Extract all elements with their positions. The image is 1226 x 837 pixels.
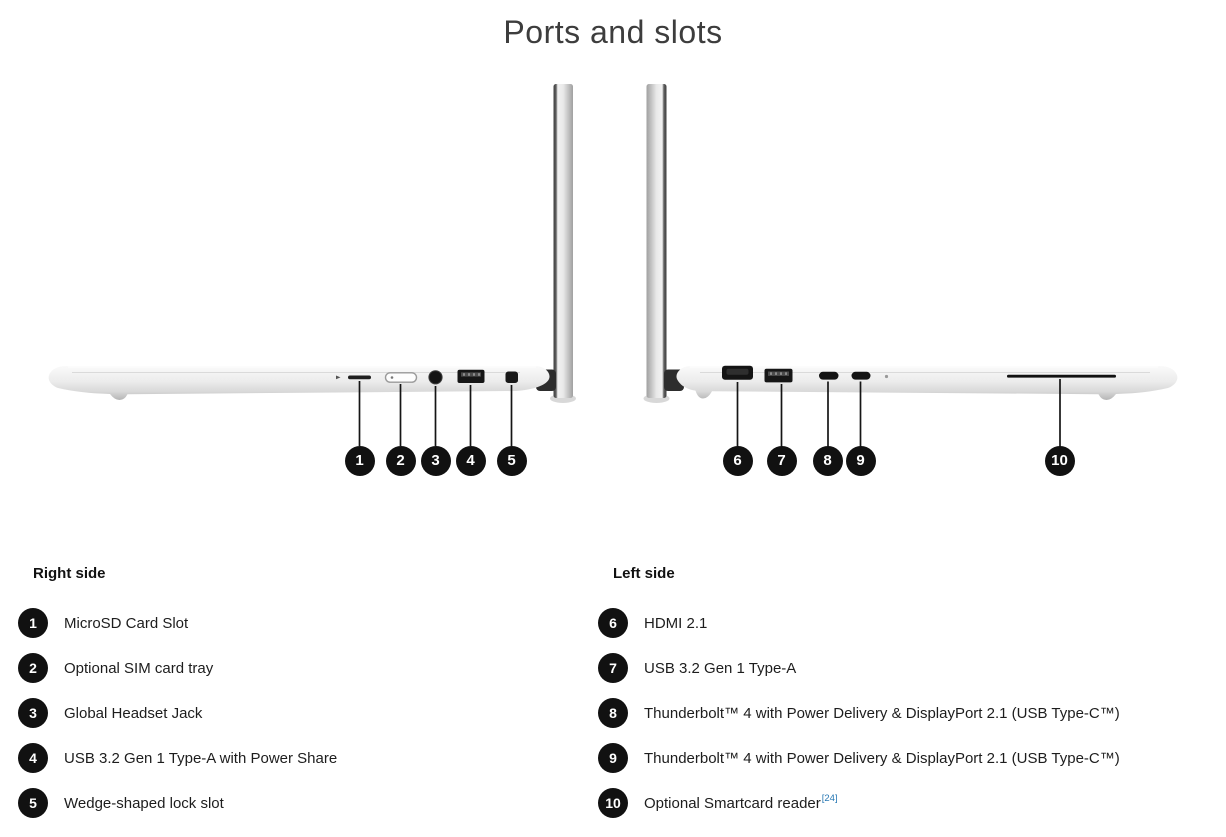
laptop-right-side-view [49,84,576,446]
list-item [18,788,578,818]
list-item [598,788,1208,818]
list-item [598,743,1208,773]
headset-jack-graphic [429,371,442,384]
callout-number-badge: 2 [18,653,48,683]
list-item [598,653,1208,683]
port-label: Optional SIM card tray [64,659,214,677]
port-label: Global Headset Jack [64,704,203,722]
callout-5: 5 [497,446,527,476]
callout-1: 1 [345,446,375,476]
usb-c-port-graphic [852,372,871,380]
battery-status-led [885,375,888,378]
port-label: HDMI 2.1 [644,614,708,632]
callout-number-badge: 10 [598,788,628,818]
port-label: USB 3.2 Gen 1 Type-A [644,659,797,677]
callout-9: 9 [846,446,876,476]
list-item [598,698,1208,728]
microsd-slot-graphic [348,376,371,380]
callout-number-badge: 4 [18,743,48,773]
port-label: Thunderbolt™ 4 with Power Delivery & DisplayPort 2.1 (USB Type-C™) [644,749,1120,767]
sim-tray-pinhole [391,376,394,379]
callout-6: 6 [723,446,753,476]
page-title: Ports and slots [503,14,723,50]
callout-number-badge: 3 [18,698,48,728]
port-label: MicroSD Card Slot [64,614,189,632]
legend-heading-right: Right side [33,565,106,582]
footnote-link[interactable]: [24] [821,793,838,804]
port-label: USB 3.2 Gen 1 Type-A with Power Share [64,749,338,767]
usb-c-port-graphic [819,372,839,380]
callout-number-badge: 1 [18,608,48,638]
callout-number-badge: 8 [598,698,628,728]
list-item [18,743,578,773]
sim-tray-graphic [386,373,417,382]
lock-slot-graphic [506,372,519,384]
usb-a-port-graphic [765,369,793,383]
callout-number-badge: 5 [18,788,48,818]
callout-number-badge: 7 [598,653,628,683]
callout-8: 8 [813,446,843,476]
callout-10: 10 [1045,446,1075,476]
callout-number-badge: 6 [598,608,628,638]
list-item [18,608,578,638]
laptop-left-side-view [644,84,1178,447]
legend-heading-left: Left side [613,565,675,582]
usb-a-port-graphic [458,370,485,383]
list-item [18,698,578,728]
callout-3: 3 [421,446,451,476]
legend-right-side [18,565,578,833]
list-item [598,608,1208,638]
hdmi-port-graphic [722,366,753,380]
port-label: Thunderbolt™ 4 with Power Delivery & DisplayPort 2.1 (USB Type-C™) [644,704,1120,722]
callout-7: 7 [767,446,797,476]
port-label: Wedge-shaped lock slot [64,794,224,812]
legend-left-side [598,565,1208,833]
callout-number-badge: 9 [598,743,628,773]
laptop-lid [647,84,667,398]
callout-4: 4 [456,446,486,476]
smartcard-slot-graphic [1007,375,1116,378]
port-label [644,794,838,812]
port-label-text: Optional Smartcard reader [644,795,821,812]
callout-2: 2 [386,446,416,476]
list-item [18,653,578,683]
laptop-lid [554,84,574,398]
